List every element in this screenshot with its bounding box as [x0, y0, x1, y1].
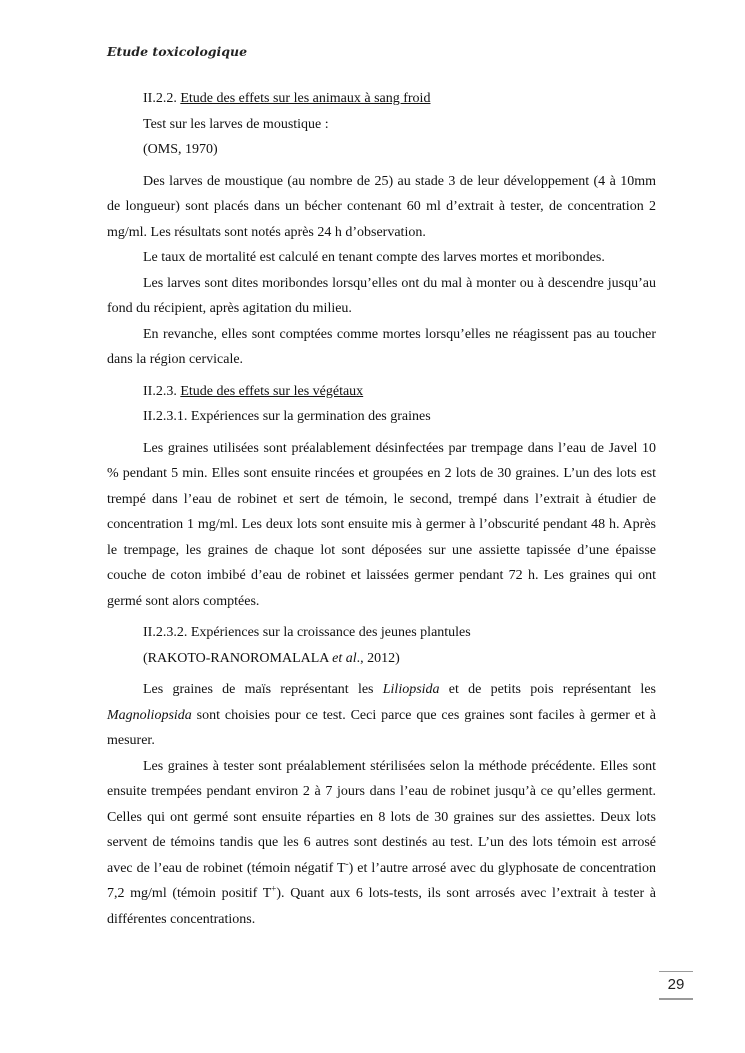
subheading: II.2.3.1. Expériences sur la germination des graines: [143, 409, 431, 424]
paragraph: Les graines de maïs représentant les Liliopsida et de petits pois représentant les Magnoliopsida sont choisies pour ce test. Ceci parce que ces graines sont faciles à germer et à mesurer.: [107, 682, 656, 748]
section-heading-2-2: [143, 86, 656, 112]
paragraph: Le taux de mortalité est calculé en tenant compte des larves mortes et moribondes.: [143, 250, 605, 265]
page-number: 29: [659, 971, 693, 1000]
subheading: Test sur les larves de moustique :: [143, 116, 329, 132]
paragraph: En revanche, elles sont comptées comme mortes lorsqu’elles ne réagissent pas au toucher dans la région cervicale.: [107, 326, 656, 367]
section-number: II.2.3.: [143, 383, 181, 399]
section-number: II.2.2.: [143, 91, 181, 106]
section-title: Etude des effets sur les végétaux: [180, 383, 364, 399]
paragraph: Les graines à tester sont préalablement stérilisées selon la méthode précédente. Elles sont ensuite trempées pendant environ 2 à 7 jours dans l’eau de robinet jusqu’à ce qu’elles germent. Celles qui ont germé sont ensuite réparties en 8 lots de 30 graines sur des assiettes. Deux lots servent de témoins tandis que les 6 autres sont destinés au test. L’un des lots témoin est arrosé avec de l’eau de robinet (témoin négatif T-) et l’autre arrosé avec du glyphosate de concentration 7,2 mg/ml (témoin positif T+). Quant aux 6 lots-tests, ils sont arrosés avec l’extrait à tester à différentes concentrations.: [107, 758, 656, 927]
document-body: [107, 86, 656, 932]
section-heading-2-3: [143, 379, 656, 405]
section-title: Etude des effets sur les animaux à sang froid: [180, 91, 431, 106]
subheading: II.2.3.2. Expériences sur la croissance des jeunes plantules: [143, 625, 471, 640]
paragraph: Les graines utilisées sont préalablement désinfectées par trempage dans l’eau de Javel 10 % pendant 5 min. Elles sont ensuite rincées et groupées en 2 lots de 30 graines. L’un des lots est trempé dans l’eau de robinet et sert de témoin, le second, trempé dans l’extrait à étudier de concentration 1 mg/ml. Les deux lots sont ensuite mis à germer à l’obscurité pendant 48 h. Après le trempage, les graines de chaque lot sont déposées sur une assiette tapissée d’une épaisse couche de coton imbibé d’eau de robinet et laissées germer pendant 72 h. Les graines qui ont germé sont alors comptées.: [107, 440, 656, 609]
reference: (OMS, 1970): [143, 142, 218, 157]
running-header: Etude toxicologique: [107, 44, 248, 59]
paragraph: Des larves de moustique (au nombre de 25) au stade 3 de leur développement (4 à 10mm de longueur) sont placés dans un bécher contenant 60 ml d’extrait à tester, de concentration 2 mg/ml. Les résultats sont notés après 24 h d’observation.: [107, 173, 656, 240]
reference: (RAKOTO-RANOROMALALA et al., 2012): [143, 650, 400, 666]
paragraph: Les larves sont dites moribondes lorsqu’elles ont du mal à monter ou à descendre jusqu’au fond du récipient, après agitation du milieu.: [107, 275, 656, 316]
